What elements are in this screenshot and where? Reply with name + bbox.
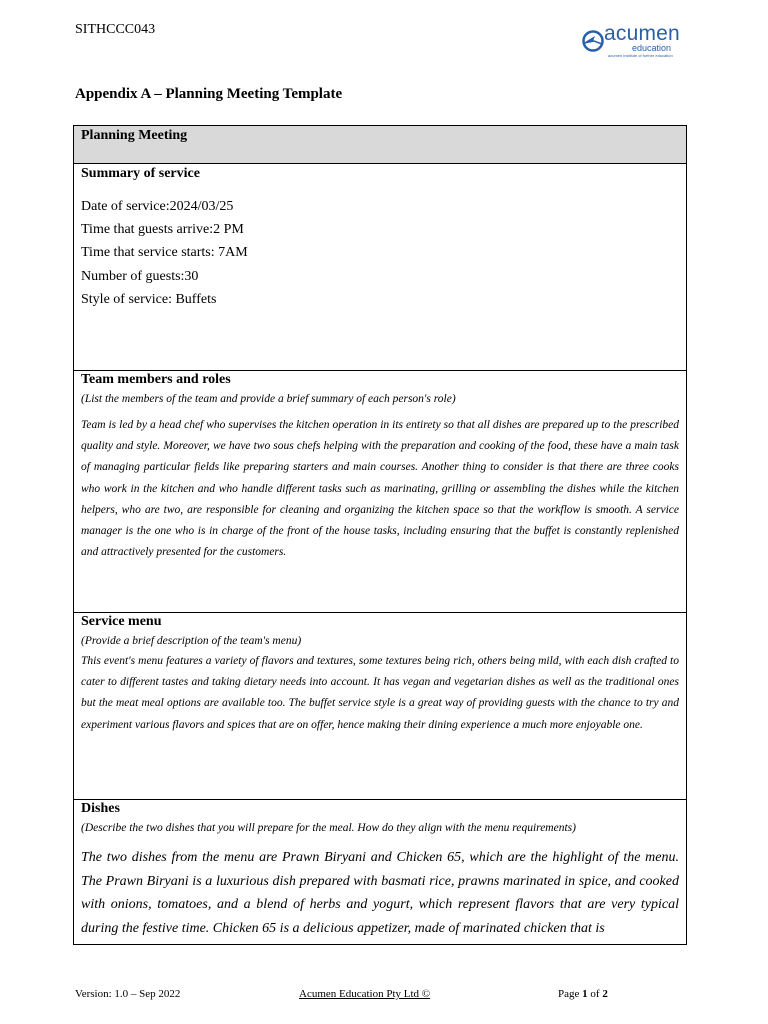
page-prefix: Page — [558, 988, 583, 1000]
logo-subtitle: education — [632, 43, 672, 53]
page-of: of — [587, 988, 603, 1000]
summary-title: Summary of service — [81, 166, 200, 181]
page-total: 2 — [602, 988, 608, 1000]
menu-section — [74, 612, 686, 799]
dishes-title: Dishes — [81, 801, 120, 816]
acumen-logo — [582, 22, 692, 60]
logo-wordmark: acumen — [604, 22, 680, 45]
document-code: SITHCCC043 — [75, 22, 156, 37]
planning-meeting-table — [73, 125, 687, 945]
dishes-instruction: (Describe the two dishes that you will prepare for the meal. How do they align with the menu requirements) — [81, 822, 576, 834]
table-header-row — [74, 126, 686, 163]
summary-service-style: Style of service: Buffets — [81, 291, 217, 307]
dishes-section — [74, 799, 686, 944]
acumen-emblem-icon — [582, 30, 604, 52]
team-instruction: (List the members of the team and provide a brief summary of each person's role) — [81, 393, 456, 405]
team-title: Team members and roles — [81, 372, 231, 387]
footer-company: Acumen Education Pty Ltd © — [299, 988, 431, 1000]
footer-version: Version: 1.0 – Sep 2022 — [75, 988, 181, 1000]
summary-date: Date of service:2024/03/25 — [81, 199, 234, 214]
summary-arrival-time: Time that guests arrive:2 PM — [81, 222, 244, 238]
footer-page-number — [558, 988, 608, 1000]
menu-instruction: (Provide a brief description of the team's menu) — [81, 635, 302, 647]
menu-description: This event's menu features a variety of flavors and textures, some textures being rich, others being mild, with each dish crafted to cater to different tastes and taking dietary needs into account. It has vegan and vegetarian dishes as well as the traditional ones but the meat meal options are available too. The buffet service style is a great way of providing guests with the chance to try and experiment various flavors and spices that are on offer, hence making their dining experience a much more enjoyable one. — [81, 655, 679, 731]
dishes-description: The two dishes from the menu are Prawn Biryani and Chicken 65, which are the highlight of the menu. The Prawn Biryani is a luxurious dish prepared with basmati rice, prawns marinated in spice, and cooked with onions, tomatoes, and a blend of herbs and yogurt, which represent flavors that are very typical during the festive time. Chicken 65 is a delicious appetizer, made of marinated chicken that is — [81, 850, 679, 936]
team-description: Team is led by a head chef who supervises the kitchen operation in its entirety so that all dishes are prepared up to the prescribed quality and style. Moreover, we have two sous chefs helping with the preparation and cooking of the food, these have a main task of managing particular fields like preparing starters and main courses. Another thing to consider is that there are three cooks who work in the kitchen and who handle different tasks such as marinating, grilling or assembling the dishes while the kitchen helpers, who are two, are responsible for cleaning and organizing the kitchen space so that the workflow is smooth. A service manager is the one who is in charge of the front of the house tasks, including ensuring that the buffet is constantly replenished and attractively presented for the customers. — [81, 419, 679, 559]
table-title: Planning Meeting — [81, 128, 188, 143]
menu-title: Service menu — [81, 614, 162, 629]
logo-tagline: acumen institute of further education — [608, 53, 673, 58]
summary-guest-count: Number of guests:30 — [81, 268, 199, 284]
team-section — [74, 370, 686, 612]
summary-service-start: Time that service starts: 7AM — [81, 245, 248, 261]
summary-section — [74, 163, 686, 370]
page-current: 1 — [582, 988, 588, 1000]
page-title: Appendix A – Planning Meeting Template — [75, 86, 343, 102]
summary-details — [81, 195, 679, 311]
